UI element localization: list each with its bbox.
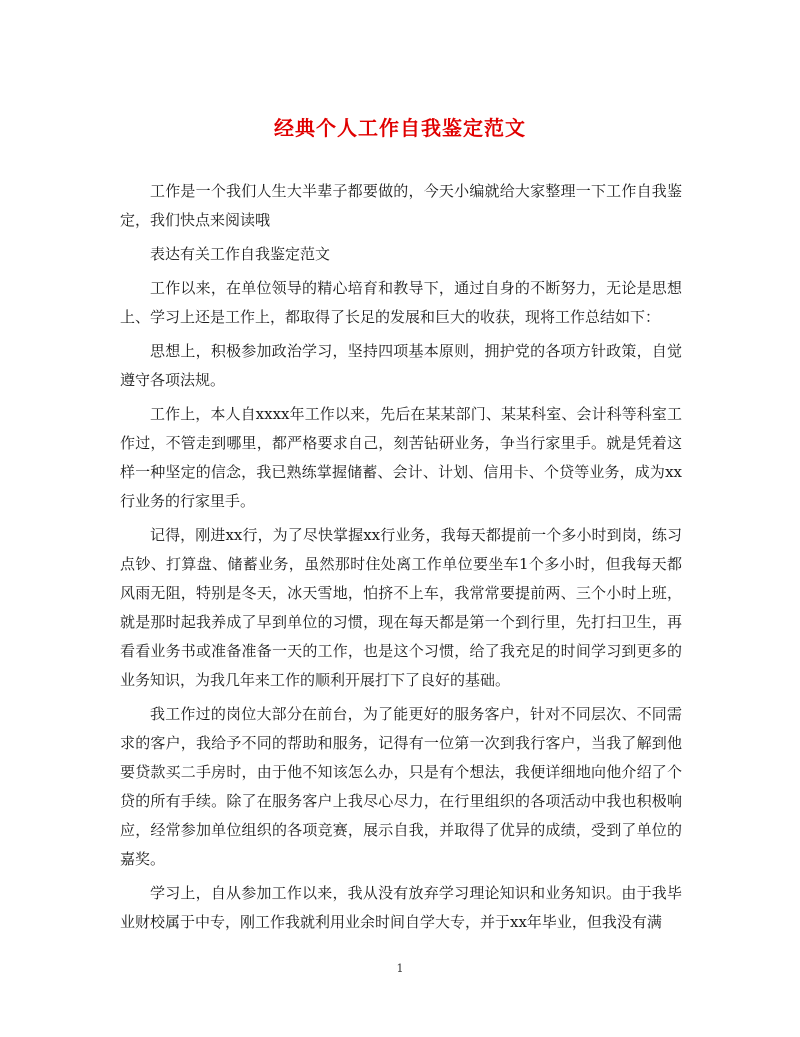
document-title: 经典个人工作自我鉴定范文 — [274, 116, 526, 140]
paragraph-intro: 工作是一个我们人生大半辈子都要做的，今天小编就给大家整理一下工作自我鉴定，我们快点来阅读哦 — [120, 182, 682, 229]
page-number: 1 — [396, 962, 404, 975]
paragraph-subtitle: 表达有关工作自我鉴定范文 — [150, 245, 331, 263]
paragraph-thought: 思想上，积极参加政治学习，坚持四项基本原则，拥护党的各项方针政策，自觉遵守各项法规。 — [120, 342, 682, 389]
paragraph-memory: 记得，刚进xx行，为了尽快掌握xx行业务，我每天都提前一个多小时到岗，练习点钞、打算盘、储蓄业务，虽然那时住处离工作单位要坐车1个多小时，但我每天都风雨无阻，特别是冬天，冰天雪地，怕挤不上车，我常常要提前两、三个小时上班，就是那时起我养成了早到单位的习惯，现在每天都是第一个到行里，先打扫卫生，再看看业务书或准备准备一天的工作，也是这个习惯，给了我充足的时间学习到更多的业务知识，为我几年来工作的顺利开展打下了良好的基础。 — [120, 526, 682, 689]
paragraph-summary: 工作以来，在单位领导的精心培育和教导下，通过自身的不断努力，无论是思想上、学习上还是工作上，都取得了长足的发展和巨大的收获，现将工作总结如下： — [120, 279, 682, 326]
paragraph-service: 我工作过的岗位大部分在前台，为了能更好的服务客户，针对不同层次、不同需求的客户，我给予不同的帮助和服务，记得有一位第一次到我行客户，当我了解到他要贷款买二手房时，由于他不知该怎么办，只是有个想法，我便详细地向他介绍了个贷的所有手续。除了在服务客户上我尽心尽力，在行里组织的各项活动中我也积极响应，经常参加单位组织的各项竞赛，展示自我，并取得了优异的成绩，受到了单位的嘉奖。 — [120, 705, 682, 868]
paragraph-work: 工作上，本人自xxxx年工作以来，先后在某某部门、某某科室、会计科等科室工作过，不管走到哪里，都严格要求自己，刻苦钻研业务，争当行家里手。就是凭着这样一种坚定的信念，我已熟练掌握储蓄、会计、计划、信用卡、个贷等业务，成为xx行业务的行家里手。 — [120, 405, 682, 510]
document-body — [120, 177, 682, 942]
paragraph-study: 学习上，自从参加工作以来，我从没有放弃学习理论知识和业务知识。由于我毕业财校属于中专，刚工作我就利用业余时间自学大专，并于xx年毕业，但我没有满 — [120, 884, 682, 931]
